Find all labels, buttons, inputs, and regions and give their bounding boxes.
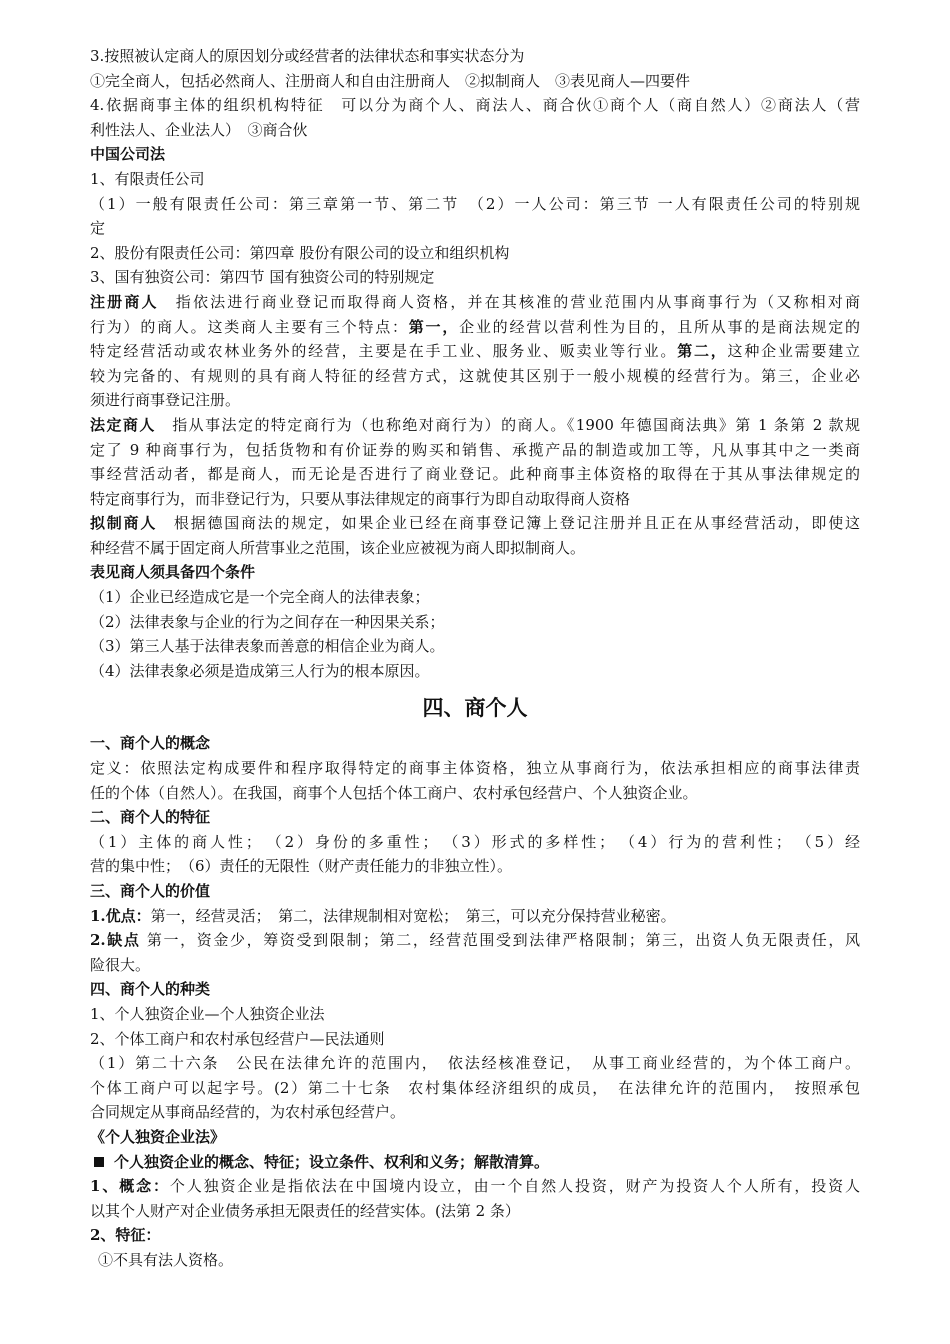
text-line: 4.依据商事主体的组织机构特征 可以分为商个人、商法人、商合伙①商个人（商自然人）②商法人（营	[90, 96, 860, 115]
disadvantages-label: 2.缺点	[90, 931, 141, 950]
text-line: 3.按照被认定商人的原因划分或经营者的法律状态和事实状态分为	[90, 47, 525, 65]
text-line: 3、国有独资公司：第四节 国有独资公司的特别规定	[90, 268, 435, 287]
text-line: 定	[90, 219, 106, 238]
term-label: 法定商人	[90, 415, 156, 434]
text-span: 这种企业需要建立	[727, 342, 860, 361]
concept-label: 1、概念：	[90, 1177, 170, 1196]
text-line: 定义：依照法定构成要件和程序取得特定的商事主体资格，独立从事商行为，依法承担相应的商事法律责	[90, 759, 860, 778]
text-line: 1、个人独资企业—个人独资企业法	[90, 1004, 325, 1023]
list-item: （1）企业已经造成它是一个完全商人的法律表象；	[90, 588, 430, 607]
advantages-text: 第一，经营灵活； 第二，法律规制相对宽松； 第三，可以充分保持营业秘密。	[150, 906, 676, 925]
text-line	[90, 928, 860, 953]
features-label: 2、特征：	[90, 1226, 161, 1245]
emphasis-second: 第二，	[677, 342, 728, 361]
emphasis-first: 第一，	[408, 317, 460, 336]
section-heading: 一、商个人的概念	[90, 734, 211, 753]
text-line: 合同规定从事商品经营的，为农村承包经营户。	[90, 1103, 406, 1122]
term-label: 拟制商人	[90, 514, 158, 533]
term-definition: 根据德国商法的规定，如果企业已经在商事登记簿上登记注册并且正在从事经营活动，即使这	[157, 514, 860, 533]
term-label: 注册商人	[90, 292, 159, 311]
text-line: 须进行商事登记注册。	[90, 391, 241, 410]
text-line	[90, 315, 860, 340]
text-line: （1）一般有限责任公司：第三章第一节、第二节 （2）一人公司：第三节 一人有限责任公司的特别规	[90, 194, 860, 213]
text-line: 较为完备的、有规则的具有商人特征的经营方式，这就使其区别于一般小规模的经营行为。第三，企业必	[90, 366, 860, 385]
section-heading: 四、商个人的种类	[90, 980, 211, 999]
text-span: 特定经营活动或农林业务外的经营，主要是在手工业、服务业、贩卖业等行业。	[90, 342, 678, 361]
paragraph-fictitious-merchant	[90, 511, 860, 536]
text-line: 个体工商户可以起字号。(2）第二十七条 农村集体经济组织的成员， 在法律允许的范围内， 按照承包	[90, 1078, 860, 1097]
advantages-label: 1.优点：	[90, 906, 151, 925]
text-line: 2、个体工商户和农村承包经营户—民法通则	[90, 1029, 385, 1048]
text-line: 事经营活动者，都是商人，而无论是否进行了商业登记。此种商事主体资格的取得在于其从事法律规定的	[90, 465, 860, 484]
paragraph-registered-merchant	[90, 290, 860, 315]
disadvantages-text: 第一，资金少，筹资受到限制；第二，经营范围受到法律严格限制；第三，出资人负无限责任，风	[146, 931, 860, 950]
concept-text: 个人独资企业是指依法在中国境内设立，由一个自然人投资，财产为投资人个人所有，投资人	[169, 1177, 860, 1196]
text-line: （1）第二十六条 公民在法律允许的范围内， 依法经核准登记， 从事工商业经营的，为个体工商户。	[90, 1054, 860, 1073]
section-heading: 三、商个人的价值	[90, 882, 211, 900]
chapter-title: 四、商个人	[422, 695, 528, 721]
paragraph-statutory-merchant	[90, 413, 860, 438]
list-item: （4）法律表象必须是造成第三人行为的根本原因。	[90, 661, 430, 680]
text-line: 种经营不属于固定商人所营事业之范围，该企业应被视为商人即拟制商人。	[90, 538, 586, 557]
list-item: （3）第三人基于法律表象而善意的相信企业为商人。	[90, 637, 445, 656]
bullet-heading-text: 个人独资企业的概念、特征；设立条件、权利和义务；解散清算。	[114, 1152, 550, 1171]
bullet-heading	[90, 1150, 860, 1175]
text-line	[90, 339, 860, 364]
list-item: ①不具有法人资格。	[98, 1250, 234, 1269]
text-span: 行为）的商人。这类商人主要有三个特点：	[90, 317, 409, 336]
text-line: 利性法人、企业法人） ③商合伙	[90, 120, 308, 139]
text-line: 以其个人财产对企业债务承担无限责任的经营实体。(法第 2 条）	[90, 1201, 520, 1220]
text-line: 2、股份有限责任公司：第四章 股份有限公司的设立和组织机构	[90, 243, 510, 262]
text-span: 企业的经营以营利性为目的，且所从事的是商法规定的	[459, 317, 860, 336]
law-title: 《个人独资企业法》	[90, 1127, 226, 1146]
text-line: （1）主体的商人性； （2）身份的多重性； （3）形式的多样性； （4）行为的营利性； （5）经	[90, 832, 860, 851]
term-definition: 指依法进行商业登记而取得商人资格，并在其核准的营业范围内从事商事行为（又称相对商	[158, 292, 860, 311]
list-item: （2）法律表象与企业的行为之间存在一种因果关系；	[90, 612, 445, 631]
term-definition: 指从事法定的特定商行为（也称绝对商行为）的商人。《1900 年德国商法典》第 1 条第 2 款规	[155, 415, 860, 434]
section-heading: 二、商个人的特征	[90, 808, 211, 827]
text-line: 险很大。	[90, 955, 151, 974]
text-line: 定了 9 种商事行为，包括货物和有价证券的购买和销售、承揽产品的制造或加工等，凡从事其中之一类商	[90, 440, 860, 459]
text-line: 任的个体（自然人）。在我国，商事个人包括个体工商户、农村承包经营户、个人独资企业。	[90, 783, 698, 802]
text-line	[90, 904, 860, 929]
section-heading: 表见商人须具备四个条件	[90, 563, 256, 582]
text-line: 营的集中性； （6）责任的无限性（财产责任能力的非独立性）。	[90, 857, 513, 876]
text-line	[90, 1174, 860, 1199]
section-heading: 中国公司法	[90, 145, 166, 164]
square-bullet-icon	[94, 1157, 104, 1167]
text-line: 1、有限责任公司	[90, 169, 205, 188]
text-line: 特定商事行为，而非登记行为，只要从事法律规定的商事行为即自动取得商人资格	[90, 489, 631, 508]
text-line: ①完全商人，包括必然商人、注册商人和自由注册商人 ②拟制商人 ③表见商人—四要件	[90, 71, 691, 90]
